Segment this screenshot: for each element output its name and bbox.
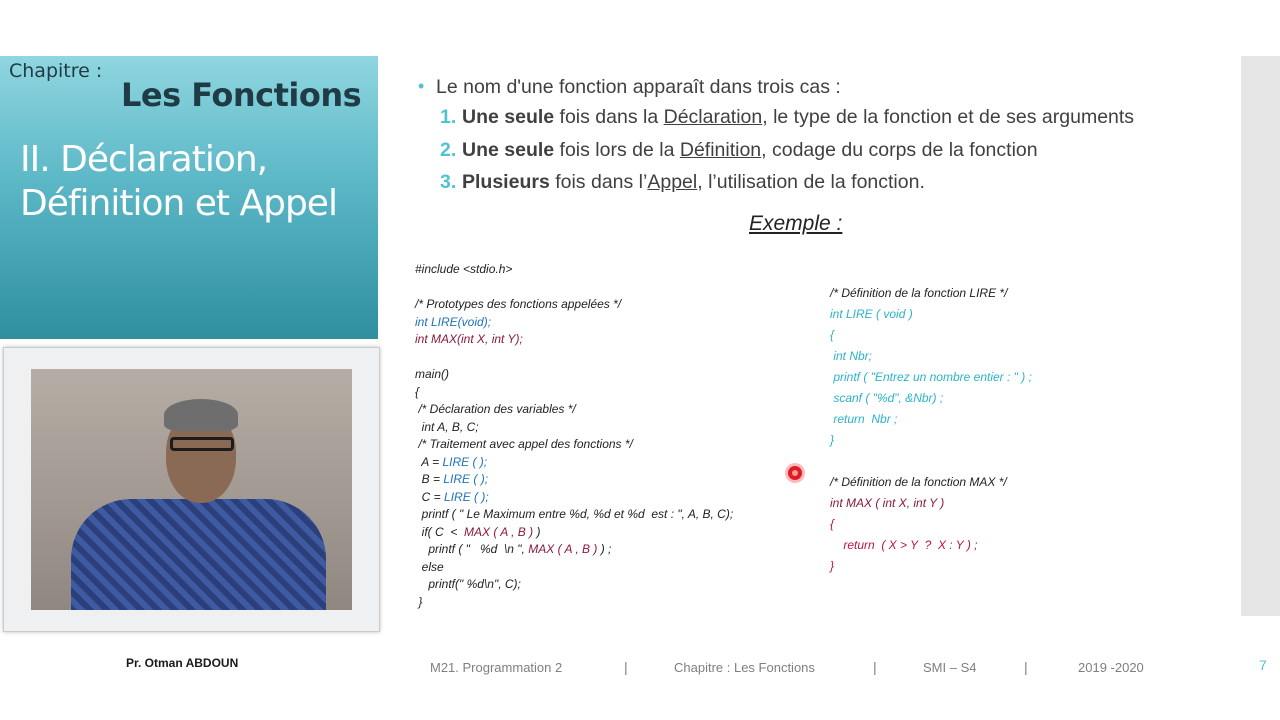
list-item-text (462, 171, 925, 194)
section-title: II. Déclaration, Définition et Appel (20, 139, 337, 224)
code-call: LIRE ( ); (444, 489, 489, 504)
code-line: } (830, 433, 835, 447)
code-line: main() (415, 367, 450, 381)
code-line: return Nbr ; (830, 412, 898, 426)
code-line (415, 541, 733, 559)
list-item-post: , codage du corps de la fonction (761, 138, 1038, 161)
page-number: 7 (1259, 657, 1267, 673)
code-line: else (415, 559, 444, 574)
code-line: scanf ( "%d", &Nbr) ; (830, 391, 944, 405)
code-line: int Nbr; (830, 349, 873, 363)
code-call: LIRE ( ); (443, 472, 489, 486)
chapter-title: Les Fonctions (121, 76, 362, 114)
footer-chapter: Chapitre : Les Fonctions (674, 660, 815, 675)
footer-year: 2019 -2020 (1078, 660, 1144, 675)
code-text: if( C < (415, 524, 465, 539)
code-line: } (830, 559, 835, 573)
code-line: { (415, 384, 420, 399)
numbered-list (418, 106, 1218, 204)
code-line: { (830, 328, 835, 342)
webcam-video (31, 369, 352, 610)
code-line (415, 489, 733, 507)
code-line: /* Traitement avec appel des fonctions */ (415, 437, 633, 451)
code-line: } (415, 594, 423, 609)
list-number: 3. (440, 171, 457, 193)
code-text: ) (533, 524, 541, 539)
code-text: B = (415, 472, 444, 486)
list-item-post: , l’utilisation de la fonction. (697, 171, 925, 193)
code-line (415, 471, 733, 489)
footer-author: Pr. Otman ABDOUN (126, 656, 239, 670)
code-line (830, 451, 1032, 472)
code-text: ) ; (597, 542, 612, 556)
code-line: printf ( " Le Maximum entre %d, %d et %d est : ", A, B, C); (415, 507, 734, 521)
bullet-list (418, 76, 1218, 204)
list-item-bold: Une seule (462, 106, 555, 128)
list-item-pre: fois lors de la (554, 138, 680, 161)
code-call: MAX ( A , B ) (528, 542, 598, 556)
code-text: C = (415, 489, 445, 504)
bullet-dot-icon: • (418, 76, 425, 96)
code-line: int MAX(int X, int Y); (415, 332, 523, 346)
list-item-term: Définition (679, 138, 762, 161)
list-item-bold: Une seule (462, 138, 555, 161)
footer-separator: | (1024, 659, 1028, 675)
code-line: /* Définition de la fonction MAX */ (830, 475, 1007, 489)
side-scroll-area (1241, 56, 1280, 616)
code-line: printf ( "Entrez un nombre entier : " ) ; (830, 370, 1032, 384)
footer-course: M21. Programmation 2 (430, 660, 563, 675)
list-item-term: Déclaration (663, 106, 763, 128)
footer-program: SMI – S4 (923, 660, 977, 675)
code-text: printf ( " %d \n ", (415, 542, 529, 556)
footer-separator: | (624, 659, 628, 675)
code-line: return ( X > Y ? X : Y ) ; (830, 538, 978, 552)
code-line (415, 524, 733, 542)
list-item-bold: Plusieurs (462, 171, 550, 193)
list-item-pre: fois dans l’ (549, 171, 648, 193)
list-item (418, 139, 1218, 172)
webcam-video-frame (3, 347, 380, 632)
code-line (415, 279, 733, 297)
list-item-term: Appel (647, 171, 698, 193)
list-item-text (462, 139, 1038, 162)
code-line (415, 349, 733, 367)
bullet-intro (418, 76, 1218, 100)
presenter-body (71, 499, 326, 610)
code-line: int A, B, C; (415, 419, 479, 434)
list-item-pre: fois dans la (554, 106, 664, 128)
code-block-main (415, 261, 733, 611)
code-call: MAX ( A , B ) (464, 524, 534, 539)
code-line (415, 454, 733, 472)
code-line: /* Prototypes des fonctions appelées */ (415, 297, 622, 311)
code-line: /* Définition de la fonction LIRE */ (830, 286, 1008, 300)
code-line: /* Déclaration des variables */ (415, 402, 576, 416)
code-line: { (830, 517, 835, 531)
list-item-text (462, 106, 1134, 129)
footer-separator: | (873, 659, 877, 675)
code-text: A = (415, 454, 443, 469)
chapter-label: Chapitre : (9, 60, 103, 82)
bullet-intro-text: Le nom d'une fonction apparaît dans trois cas : (436, 76, 841, 98)
list-number: 1. (440, 106, 457, 128)
example-title: Exemple : (749, 212, 843, 235)
list-number: 2. (440, 138, 457, 161)
presenter-glasses (170, 437, 234, 451)
code-line: printf(" %d\n", C); (415, 577, 521, 591)
code-line: int LIRE ( void ) (830, 307, 913, 321)
chapter-header-panel (0, 56, 378, 339)
laser-pointer-icon (788, 466, 802, 480)
code-line: int LIRE(void); (415, 314, 492, 329)
code-call: LIRE ( ); (442, 454, 488, 469)
list-item (418, 106, 1218, 139)
code-line: int MAX ( int X, int Y ) (830, 496, 945, 510)
list-item (418, 171, 1218, 204)
code-block-definitions (830, 283, 1032, 577)
list-item-post: , le type de la fonction et de ses arguments (762, 106, 1135, 128)
presenter-hair (164, 399, 238, 431)
code-line: #include <stdio.h> (415, 262, 513, 276)
